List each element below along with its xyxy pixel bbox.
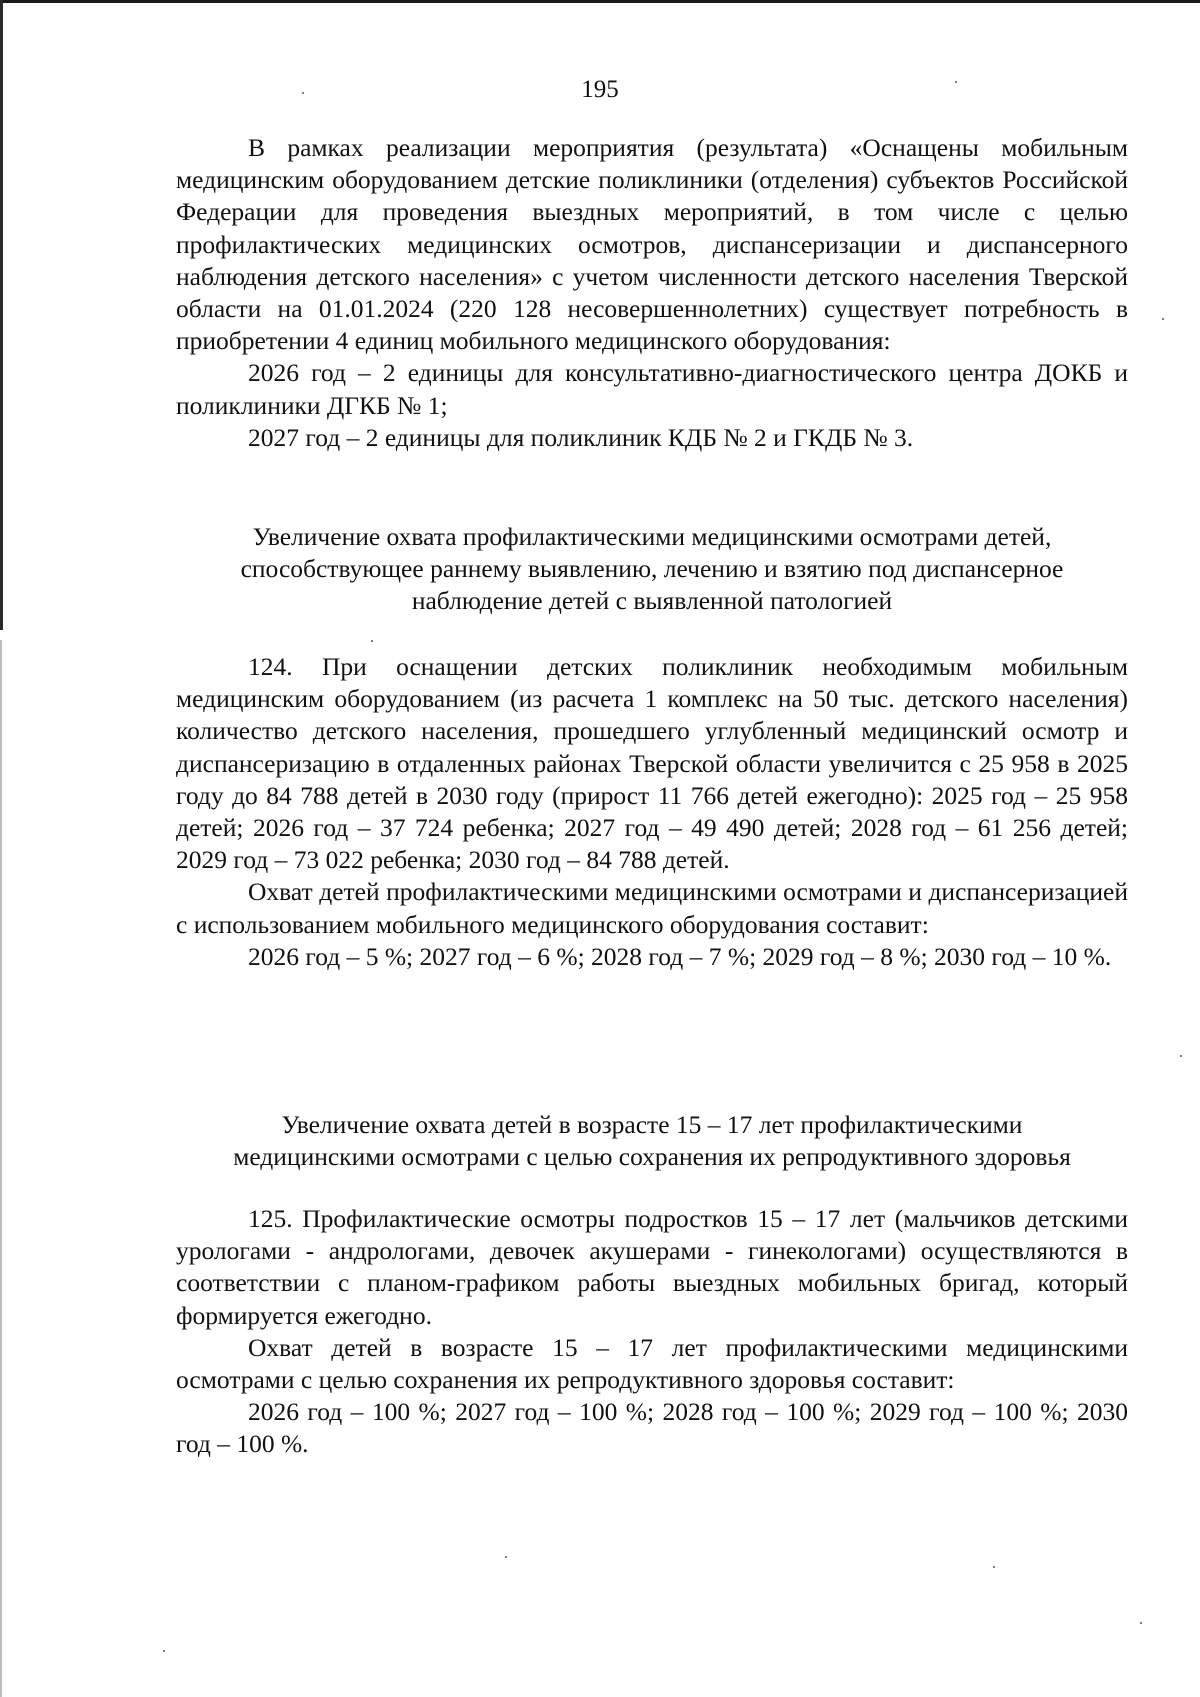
heading-line: Увеличение охвата детей в возрасте 15 – 17 лет профилактическими xyxy=(281,1110,1023,1139)
paragraph-teen-coverage-values: 2026 год – 100 %; 2027 год – 100 %; 2028 год – 100 %; 2029 год – 100 %; 2030 год – 100 %. xyxy=(176,1397,1128,1459)
scan-speck xyxy=(1180,1055,1182,1057)
scan-speck xyxy=(1162,318,1164,320)
scan-speck xyxy=(1140,1622,1142,1624)
paragraph-2027-units: 2027 год – 2 единицы для поликлиник КДБ № 2 и ГКДБ № 3. xyxy=(248,422,914,452)
scan-edge-left-lower xyxy=(0,640,2,1697)
heading-line: наблюдение детей с выявленной патологией xyxy=(411,586,893,616)
heading-line: способствующее раннему выявлению, лечению и взятию под диспансерное xyxy=(240,554,1064,584)
paragraph-124-coverage-growth: 124. При оснащении детских поликлиник необходимым мобильным медицинским оборудованием (из расчета 1 комплекс на 50 тыс. детского населения) количество детского населения, прошедшего углубленный медицинский осмотр и диспансеризацию в отдаленных районах Тверской области увеличится с 25 958 в 2025 году до 84 788 детей в 2030 году (прирост 11 766 детей ежегодно): 2025 год – 25 958 детей; 2026 год – 37 724 ребенка; 2027 год – 49 490 детей; 2028 год – 61 256 детей; 2029 год – 73 022 ребенка; 2030 год – 84 788 детей. xyxy=(176,652,1128,875)
scan-speck xyxy=(993,1566,995,1568)
heading-line: медицинскими осмотрами с целью сохранения их репродуктивного здоровья xyxy=(233,1142,1071,1172)
scan-edge-top xyxy=(0,0,1200,3)
paragraph-2026-units: 2026 год – 2 единицы для консультативно-диагностического центра ДОКБ и поликлиники ДГКБ № 1; xyxy=(176,358,1128,420)
page-number: 195 xyxy=(581,76,619,103)
paragraph-125-teen-exams: 125. Профилактические осмотры подростков 15 – 17 лет (мальчиков детскими урологами - андрологами, девочек акушерами - гинекологами) осуществляются в соответствии с планом-графиком работы выездных мобильных бригад, который формируется ежегодно. xyxy=(176,1204,1128,1330)
scan-speck xyxy=(505,1556,507,1558)
section-mobile-equipment xyxy=(176,132,1128,454)
paragraph-coverage-intro: Охват детей профилактическими медицинскими осмотрами и диспансеризацией с использованием мобильного медицинского оборудования составит: xyxy=(176,877,1128,939)
heading-line: Увеличение охвата профилактическими медицинскими осмотрами детей, xyxy=(252,522,1052,551)
scan-speck xyxy=(163,1650,165,1652)
section-124 xyxy=(176,651,1128,973)
heading-reproductive-health xyxy=(176,1109,1128,1173)
paragraph-equipment-need: В рамках реализации мероприятия (результата) «Оснащены мобильным медицинским оборудованием детские поликлиники (отделения) субъектов Российской Федерации для проведения выездных мероприятий, в том числе с целью профилактических медицинских осмотров, диспансеризации и диспансерного наблюдения детского населения» с учетом численности детского населения Тверской области на 01.01.2024 (220 128 несовершеннолетних) существует потребность в приобретении 4 единиц мобильного медицинского оборудования: xyxy=(176,133,1128,356)
section-125 xyxy=(176,1203,1128,1461)
scan-speck xyxy=(371,640,373,642)
paragraph-coverage-values: 2026 год – 5 %; 2027 год – 6 %; 2028 год – 7 %; 2029 год – 8 %; 2030 год – 10 %. xyxy=(248,941,1112,971)
heading-preventive-exams xyxy=(176,521,1128,618)
paragraph-teen-coverage-intro: Охват детей в возрасте 15 – 17 лет профилактическими медицинскими осмотрами с целью сохранения их репродуктивного здоровья составит: xyxy=(176,1332,1128,1395)
